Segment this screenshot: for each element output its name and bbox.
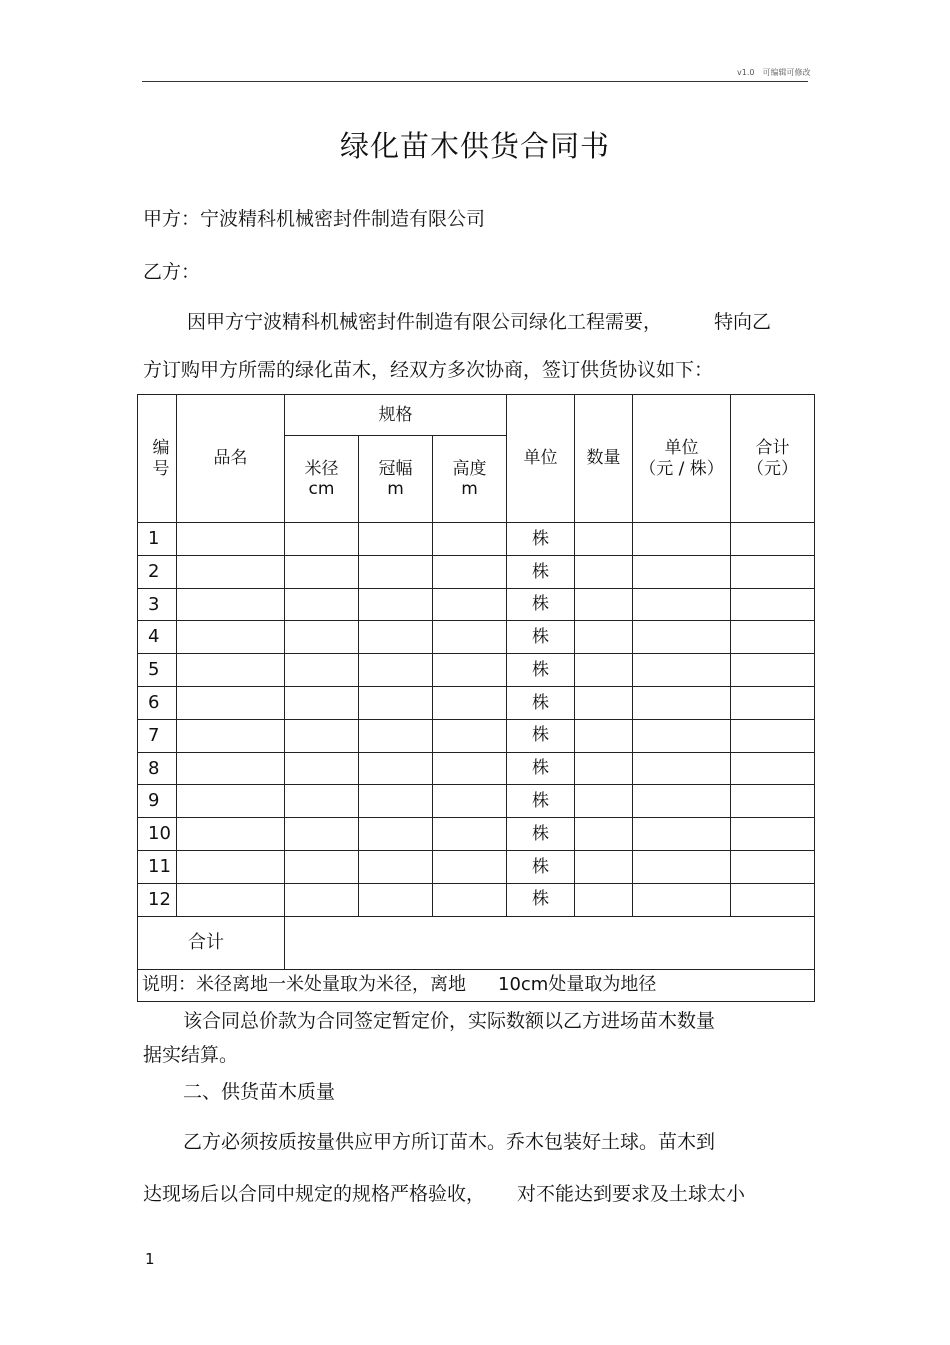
empty-cell [285,719,359,752]
empty-cell [285,818,359,851]
empty-cell [177,818,285,851]
empty-cell [731,523,815,556]
row-number: 3 [138,588,177,621]
row-number: 9 [138,785,177,818]
empty-cell [285,555,359,588]
row-number: 11 [138,850,177,883]
empty-cell [359,523,433,556]
row-number: 2 [138,555,177,588]
table-row [138,818,815,851]
empty-cell [633,719,731,752]
empty-cell [433,883,507,916]
row-number: 6 [138,686,177,719]
empty-cell [731,850,815,883]
document-title: 绿化苗木供货合同书 [339,129,610,163]
table-row [138,719,815,752]
empty-cell [633,523,731,556]
table-row [138,785,815,818]
body-p1-line1: 该合同总价款为合同签定暂定价，实际数额以乙方进场苗木数量 [183,1010,716,1032]
table-row [138,621,815,654]
empty-cell [575,555,633,588]
empty-cell [633,752,731,785]
empty-cell [359,785,433,818]
empty-cell [575,818,633,851]
empty-cell [285,850,359,883]
empty-cell [177,588,285,621]
empty-cell [359,883,433,916]
empty-cell [433,588,507,621]
empty-cell [433,752,507,785]
empty-cell [731,588,815,621]
empty-cell [359,686,433,719]
empty-cell [359,752,433,785]
empty-cell [731,555,815,588]
header-price: 单位 （元 / 株） [633,395,731,523]
empty-cell [285,654,359,687]
header-no: 编 号 [138,395,177,523]
empty-cell [285,883,359,916]
empty-cell [575,719,633,752]
empty-cell [359,555,433,588]
empty-cell [177,752,285,785]
empty-cell [285,523,359,556]
body-p2-line2: 达现场后以合同中规定的规格严格验收， 对不能达到要求及土球太小 [143,1183,746,1205]
row-unit: 株 [507,785,575,818]
header-qty: 数量 [575,395,633,523]
empty-cell [731,883,815,916]
intro-text-a: 因甲方宁波精科机械密封件制造有限公司绿化工程需要， [187,311,663,333]
empty-cell [731,686,815,719]
table-row [138,850,815,883]
empty-cell [633,818,731,851]
row-number: 5 [138,654,177,687]
empty-cell [575,785,633,818]
row-number: 8 [138,752,177,785]
header-spec: 规格 [285,395,507,436]
party-a-line: 甲方：宁波精科机械密封件制造有限公司 [143,208,486,230]
row-unit: 株 [507,883,575,916]
empty-cell [359,654,433,687]
body-p1-line2: 据实结算。 [143,1044,239,1066]
empty-cell [731,654,815,687]
empty-cell [433,686,507,719]
row-unit: 株 [507,752,575,785]
row-unit: 株 [507,818,575,851]
empty-cell [285,686,359,719]
goods-table [137,394,815,1002]
row-unit: 株 [507,621,575,654]
empty-cell [433,719,507,752]
empty-cell [177,719,285,752]
row-unit: 株 [507,686,575,719]
empty-cell [433,523,507,556]
empty-cell [177,621,285,654]
row-unit: 株 [507,654,575,687]
header-crown: 冠幅 m [359,436,433,523]
empty-cell [575,588,633,621]
row-unit: 株 [507,523,575,556]
row-unit: 株 [507,719,575,752]
header-diameter: 米径 cm [285,436,359,523]
header-unit: 单位 [507,395,575,523]
row-number: 12 [138,883,177,916]
row-number: 1 [138,523,177,556]
empty-cell [285,785,359,818]
party-b-line: 乙方： [143,261,201,283]
sum-row [138,916,815,969]
note-row [138,969,815,1001]
empty-cell [633,785,731,818]
empty-cell [575,686,633,719]
empty-cell [285,588,359,621]
empty-cell [177,686,285,719]
empty-cell [359,818,433,851]
page-number: 1 [145,1250,155,1268]
empty-cell [633,588,731,621]
empty-cell [177,523,285,556]
empty-cell [285,621,359,654]
row-number: 10 [138,818,177,851]
empty-cell [731,818,815,851]
empty-cell [177,785,285,818]
empty-cell [359,719,433,752]
empty-cell [575,752,633,785]
intro-line-1 [187,307,771,334]
empty-cell [633,850,731,883]
empty-cell [575,523,633,556]
empty-cell [177,883,285,916]
header-rule [142,81,808,82]
intro-line-2: 方订购甲方所需的绿化苗木，经双方多次协商，签订供货协议如下： [143,359,714,381]
row-unit: 株 [507,555,575,588]
empty-cell [433,850,507,883]
table-row [138,752,815,785]
empty-cell [575,883,633,916]
empty-cell [575,654,633,687]
empty-cell [633,621,731,654]
empty-cell [359,850,433,883]
empty-cell [633,686,731,719]
empty-cell [433,555,507,588]
empty-cell [433,621,507,654]
row-unit: 株 [507,588,575,621]
row-number: 4 [138,621,177,654]
header-name: 品名 [177,395,285,523]
empty-cell [177,850,285,883]
empty-cell [285,752,359,785]
empty-cell [433,818,507,851]
empty-cell [575,621,633,654]
section-2-heading: 二、供货苗木质量 [183,1081,336,1103]
table-row [138,523,815,556]
empty-cell [731,621,815,654]
table-header-row-1 [138,395,815,436]
empty-cell [359,588,433,621]
row-number: 7 [138,719,177,752]
sum-label: 合计 [138,916,285,969]
table-row [138,654,815,687]
table-row [138,588,815,621]
empty-cell [433,654,507,687]
empty-cell [177,555,285,588]
empty-cell [177,654,285,687]
table-row [138,883,815,916]
version-note: v1.0 可编辑可修改 [737,68,811,77]
empty-cell [633,654,731,687]
empty-cell [575,850,633,883]
body-p2-line1: 乙方必须按质按量供应甲方所订苗木。乔木包装好土球。苗木到 [183,1131,716,1153]
empty-cell [633,555,731,588]
header-height: 高度 m [433,436,507,523]
empty-cell [433,785,507,818]
empty-cell [359,621,433,654]
header-total: 合计 （元） [731,395,815,523]
empty-cell [731,785,815,818]
empty-cell [731,719,815,752]
sum-value-cell [285,916,815,969]
empty-cell [731,752,815,785]
table-row [138,555,815,588]
table-row [138,686,815,719]
note-cell: 说明：米径离地一米处量取为米径，离地 10cm处量取为地径 [138,969,815,1001]
row-unit: 株 [507,850,575,883]
intro-text-b: 特向乙 [714,311,772,333]
empty-cell [633,883,731,916]
